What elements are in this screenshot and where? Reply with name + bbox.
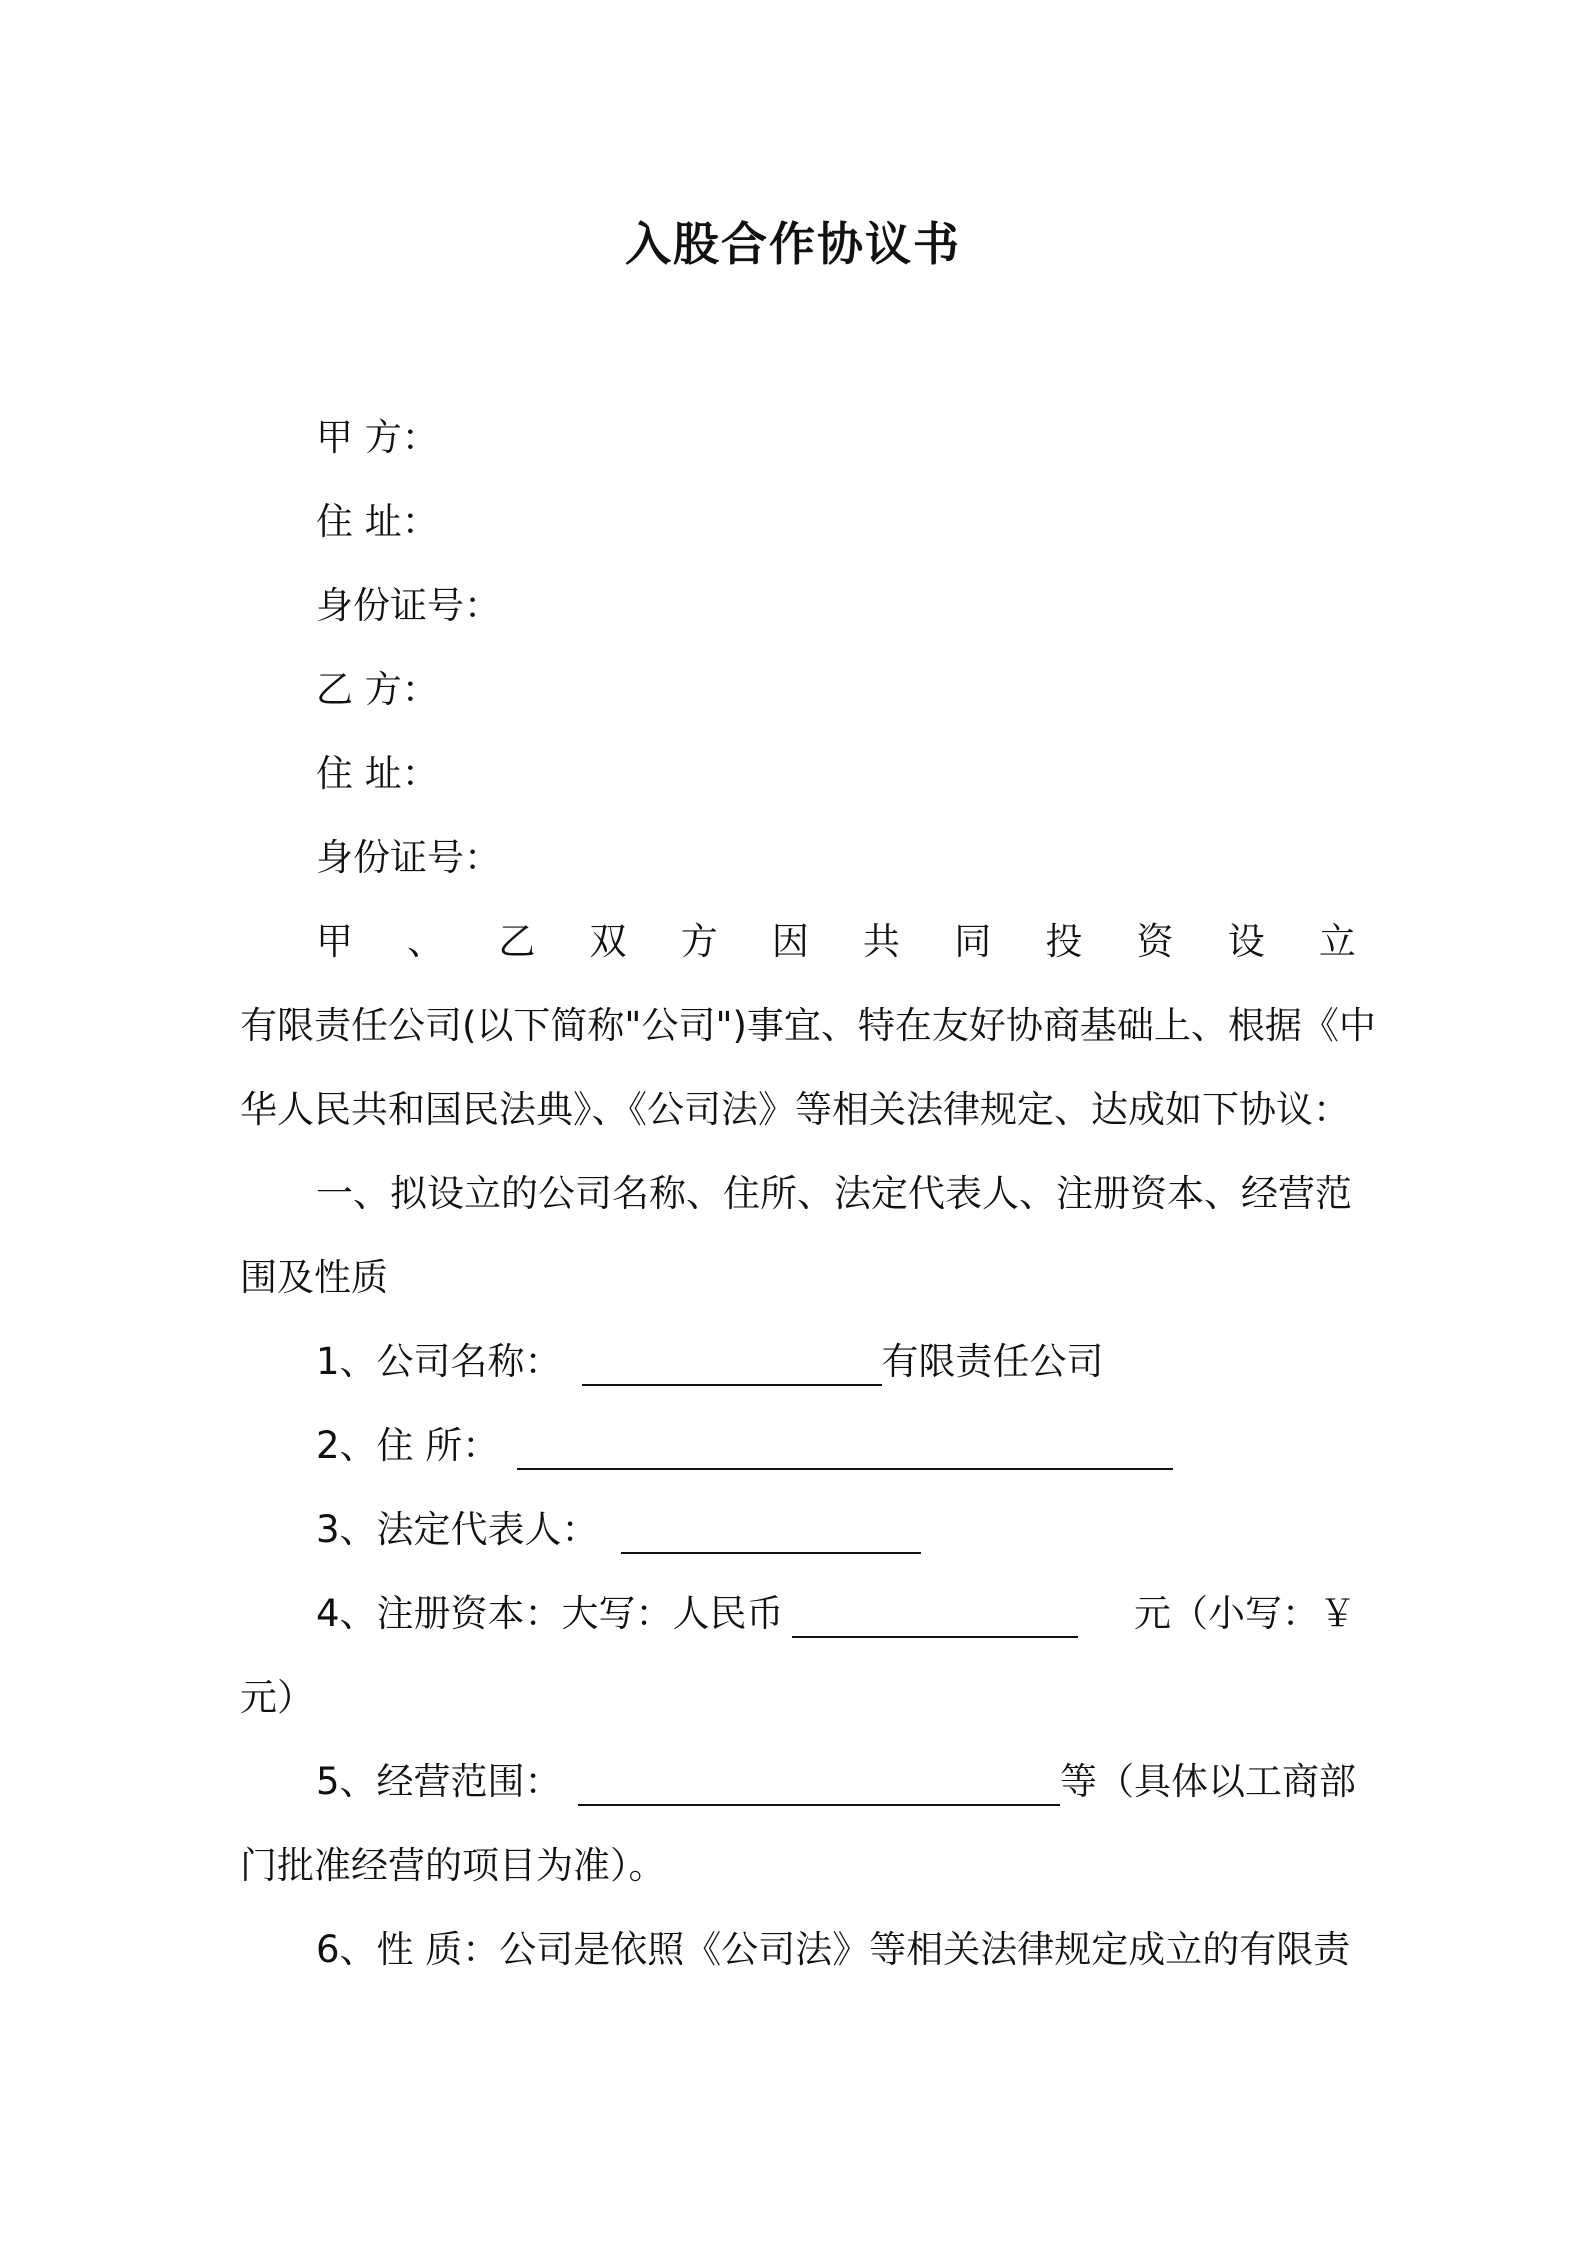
- capital-end: 元）: [240, 1676, 314, 1719]
- item-legal-rep: [316, 1506, 921, 1554]
- section-1-heading: 一、拟设立的公司名称、住所、法定代表人、注册资本、经营范: [316, 1172, 1352, 1215]
- party-b-id: 身份证号：: [316, 836, 501, 879]
- legal-rep-blank[interactable]: [621, 1508, 921, 1554]
- company-name-suffix: 有限责任公司: [881, 1340, 1104, 1383]
- capital-label: 4、注册资本：大写：人民币: [316, 1592, 784, 1635]
- item-company-name: [316, 1338, 1104, 1386]
- scope-end: 门批准经营的项目为准）。: [240, 1844, 666, 1887]
- party-a-label: 甲 方：: [316, 416, 439, 459]
- intro-char: 因: [771, 920, 809, 963]
- capital-figure-label: 元（小写：￥: [1134, 1592, 1356, 1635]
- intro-char: 共: [863, 920, 901, 963]
- legal-rep-label: 3、法定代表人：: [316, 1508, 599, 1551]
- capital-words-blank[interactable]: [792, 1592, 1078, 1638]
- intro-char: 同: [954, 920, 992, 963]
- intro-line-2: 有限责任公司(以下简称"公司")事宜、特在友好协商基础上、根据《中: [240, 1004, 1376, 1047]
- item-nature: 6、性 质：公司是依照《公司法》等相关法律规定成立的有限责: [316, 1928, 1351, 1971]
- intro-char: 资: [1136, 920, 1174, 963]
- intro-char: 双: [589, 920, 627, 963]
- document-title: 入股合作协议书: [625, 217, 961, 271]
- intro-char: 设: [1227, 920, 1265, 963]
- intro-line-3: 华人民共和国民法典》、《公司法》等相关法律规定、达成如下协议：: [240, 1088, 1350, 1131]
- scope-suffix: 等（具体以工商部: [1060, 1760, 1356, 1803]
- domicile-label: 2、住 所：: [316, 1424, 500, 1467]
- intro-char: 投: [1045, 920, 1083, 963]
- domicile-blank[interactable]: [517, 1424, 1173, 1470]
- section-1-heading-cont: 围及性质: [240, 1256, 388, 1299]
- party-a-address: 住 址：: [316, 500, 439, 543]
- company-name-blank[interactable]: [582, 1340, 882, 1386]
- item-domicile: [316, 1422, 1173, 1470]
- intro-line-1: [316, 918, 1356, 966]
- intro-char: 立: [1318, 920, 1356, 963]
- company-name-label: 1、公司名称：: [316, 1340, 562, 1383]
- party-a-id: 身份证号：: [316, 584, 501, 627]
- scope-blank[interactable]: [578, 1760, 1060, 1806]
- item-business-scope: [316, 1758, 1356, 1806]
- intro-char: 、: [407, 920, 445, 963]
- scope-label: 5、经营范围：: [316, 1760, 562, 1803]
- item-registered-capital: [316, 1590, 1356, 1638]
- party-b-label: 乙 方：: [316, 668, 439, 711]
- intro-char: 乙: [498, 920, 536, 963]
- intro-char: 甲: [316, 920, 353, 963]
- party-b-address: 住 址：: [316, 752, 439, 795]
- intro-char: 方: [680, 920, 718, 963]
